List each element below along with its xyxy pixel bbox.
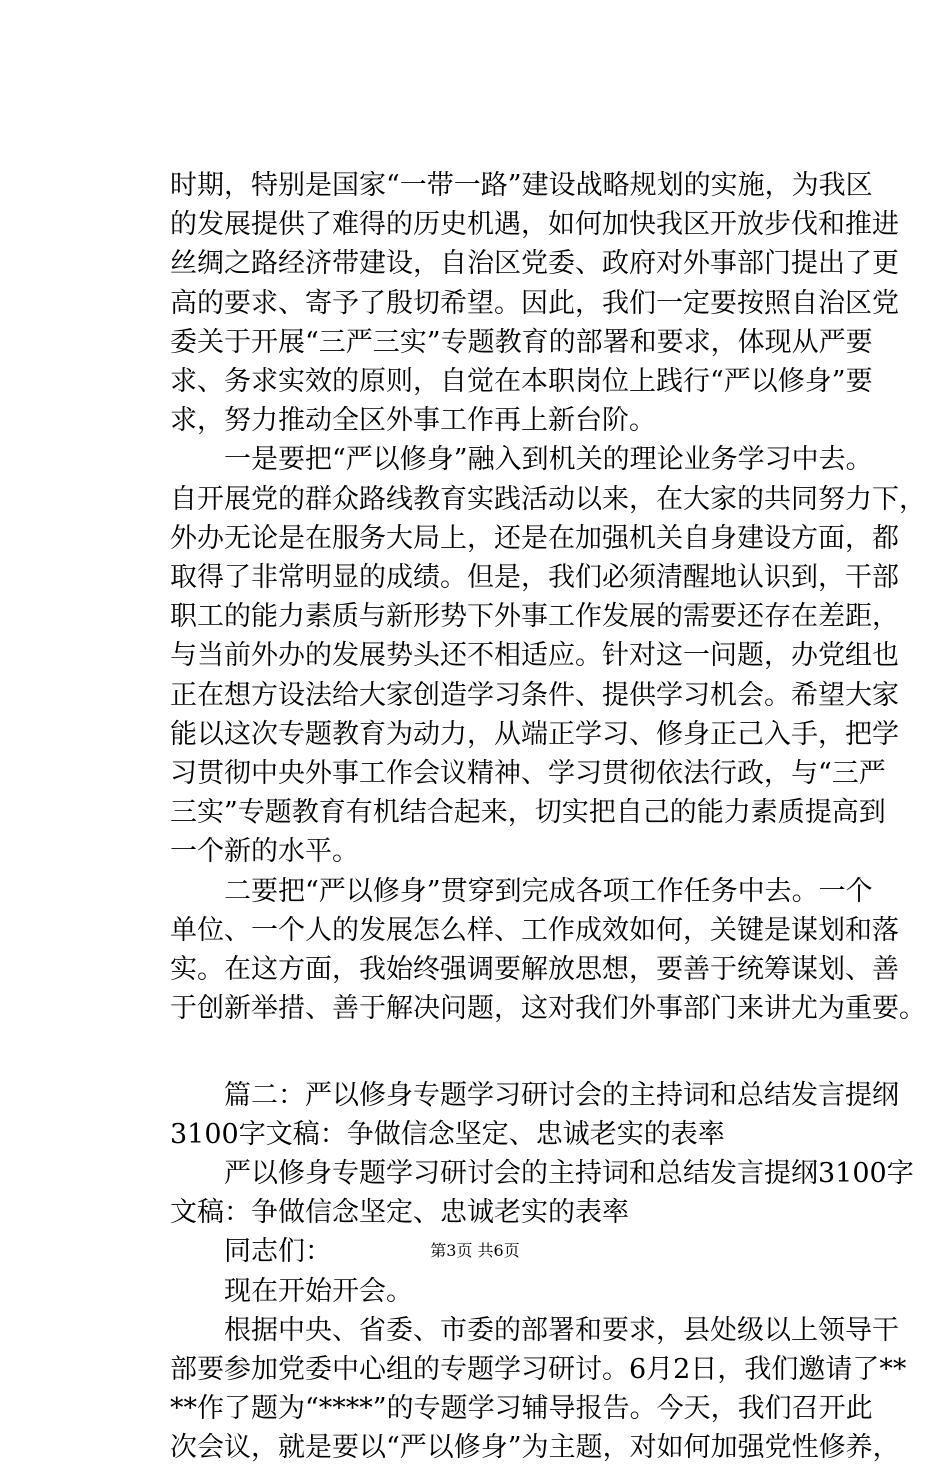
text-line: 一是要把“严以修身”融入到机关的理论业务学习中去。 [170, 444, 873, 476]
text-line: 高的要求、寄予了殷切希望。因此，我们一定要按照自治区党 [170, 287, 899, 319]
text-line: 与当前外办的发展势头还不相适应。针对这一问题，办党组也 [170, 640, 899, 672]
text-line: 严以修身专题学习研讨会的主持词和总结发言提纲3100字 [170, 1158, 914, 1189]
text-line: 求，努力推动全区外事工作再上新台阶。 [170, 405, 656, 437]
text-line: 次会议，就是要以“严以修身”为主题，对如何加强党性修养， [170, 1432, 900, 1464]
text-line: 取得了非常明显的成绩。但是，我们必须清醒地认识到，干部 [170, 562, 899, 593]
text-line: 一个新的水平。 [170, 836, 359, 868]
text-line: 时期，特别是国家“一带一路”建设战略规划的实施，为我区 [170, 170, 873, 201]
text-line: 现在开始开会。 [170, 1275, 413, 1307]
text-line: 能以这次专题教育为动力，从端正学习、修身正己入手，把学 [170, 718, 899, 750]
text-line: **作了题为“****”的专题学习辅导报告。今天，我们召开此 [170, 1393, 873, 1425]
text-line: 求、务求实效的原则，自觉在本职岗位上践行“严以修身”要 [170, 366, 873, 397]
text-line: 于创新举措、善于解决问题，这对我们外事部门来讲尤为重要。 [170, 993, 926, 1025]
text-line: 单位、一个人的发展怎么样、工作成效如何，关键是谋划和落 [170, 914, 899, 946]
text-line [170, 1030, 842, 1066]
text-line: 二要把“严以修身”贯穿到完成各项工作任务中去。一个 [170, 875, 873, 907]
text-line: 正在想方设法给大家创造学习条件、提供学习机会。希望大家 [170, 679, 899, 711]
text-line: 实。在这方面，我始终强调要解放思想，要善于统筹谋划、善 [170, 954, 899, 985]
text-line: 职工的能力素质与新形势下外事工作发展的需要还存在差距， [170, 601, 899, 633]
text-line: 同志们： [170, 1236, 332, 1268]
text-line: 文稿：争做信念坚定、忠诚老实的表率 [170, 1197, 629, 1229]
text-line: 3100字文稿：争做信念坚定、忠诚老实的表率 [170, 1118, 725, 1150]
text-line: 篇二：严以修身专题学习研讨会的主持词和总结发言提纲 [170, 1079, 899, 1111]
text-line: 部要参加党委中心组的专题学习研讨。6月2日，我们邀请了** [170, 1354, 907, 1385]
text-line: 的发展提供了难得的历史机遇，如何加快我区开放步伐和推进 [170, 209, 899, 241]
text-line: 丝绸之路经济带建设，自治区党委、政府对外事部门提出了更 [170, 248, 899, 280]
text-line: 习贯彻中央外事工作会议精神、学习贯彻依法行政，与“三严 [170, 758, 886, 789]
page-footer: 第3页 共6页 [430, 1241, 520, 1260]
text-line: 三实”专题教育有机结合起来，切实把自己的能力素质提高到 [170, 797, 886, 829]
text-line: 外办无论是在服务大局上，还是在加强机关自身建设方面，都 [170, 522, 899, 554]
text-line: 自开展党的群众路线教育实践活动以来，在大家的共同努力下， [170, 483, 926, 515]
text-line: 委关于开展“三严三实”专题教育的部署和要求，体现从严要 [170, 326, 873, 358]
text-line: 根据中央、省委、市委的部署和要求，县处级以上领导干 [170, 1314, 899, 1346]
